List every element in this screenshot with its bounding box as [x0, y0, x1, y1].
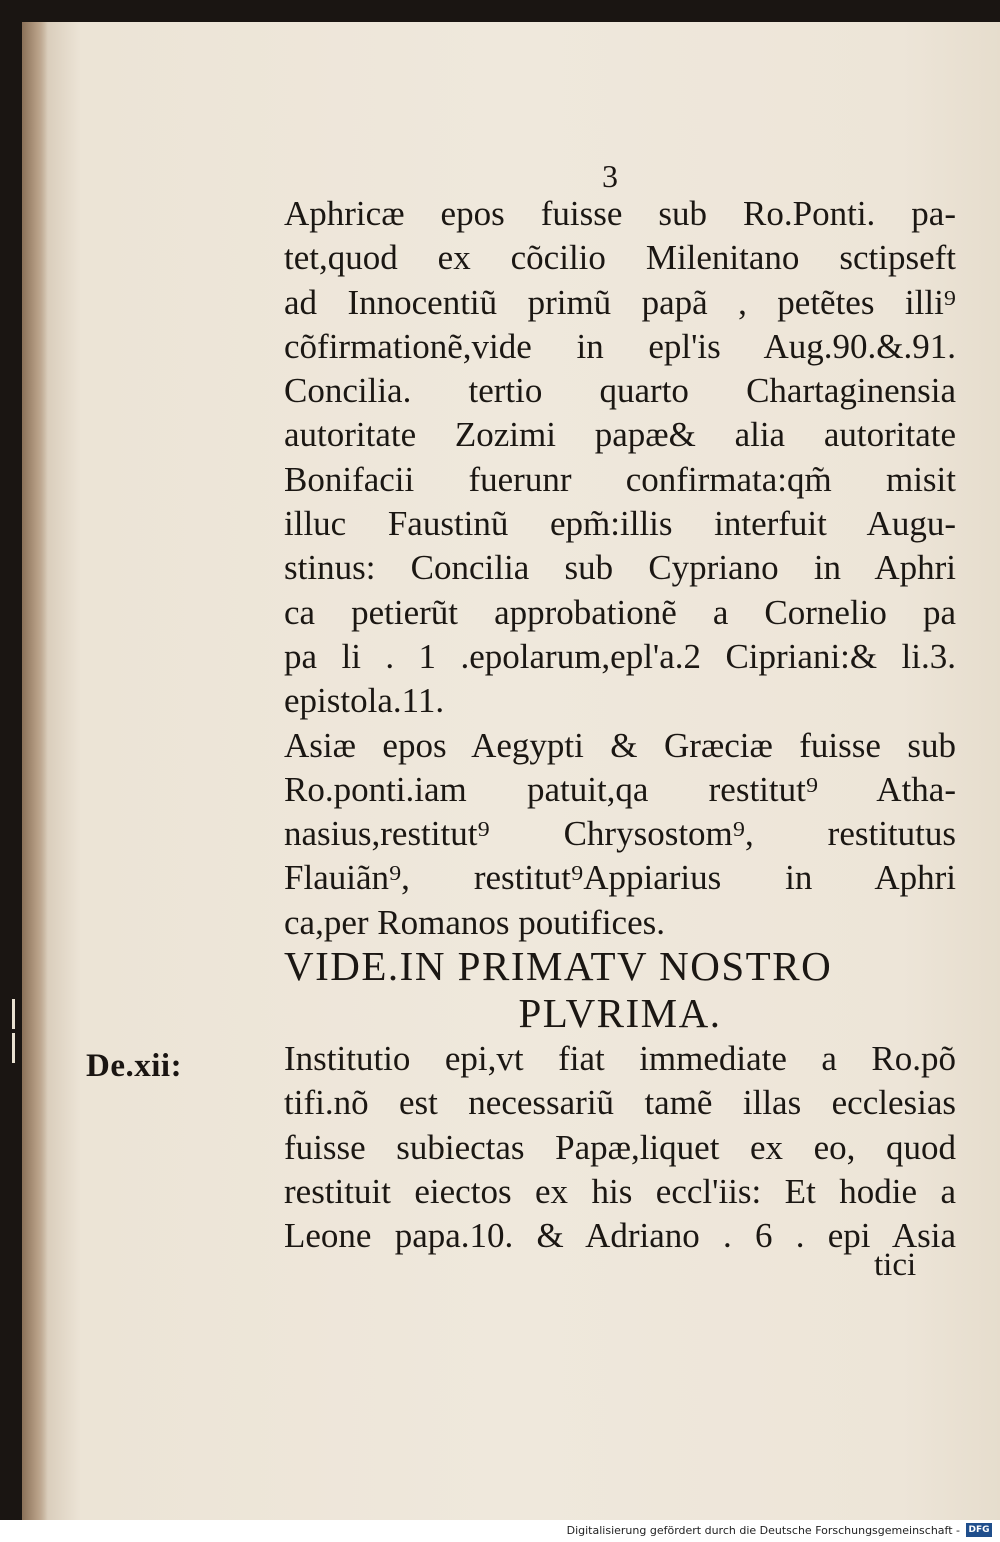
text-line: Leone papa.10. & Adriano . 6 . epi Asia: [284, 1216, 956, 1256]
text-line: ca,per Romanos poutifices.: [284, 902, 666, 942]
text-line: nasius,restitut⁹ Chrysostom⁹, restitutus: [284, 814, 956, 854]
text-line: Aphricæ epos fuisse sub Ro.Ponti. pa-: [284, 194, 956, 233]
section-heading: [284, 942, 956, 1036]
text-line: autoritate Zozimi papæ& alia autoritate: [284, 415, 956, 455]
edge-mark: [12, 999, 15, 1029]
text-line: Bonifacii fuerunr confirmata:qm̃ misit: [284, 459, 956, 499]
text-line: Asiæ epos Aegypti & Græciæ fuisse sub: [284, 725, 956, 765]
text-block-main: [284, 192, 956, 945]
text-line: ca petierũt approbationẽ a Cornelio pa: [284, 592, 956, 632]
folio-number: 3: [602, 158, 618, 194]
text-line: epistola.11.: [284, 681, 445, 721]
text-line: fuisse subiectas Papæ,liquet ex eo, quod: [284, 1127, 956, 1167]
catchword: tici: [874, 1247, 917, 1283]
text-line: ad Innocentiũ primũ papã , petẽtes illi⁹: [284, 282, 956, 322]
heading-line: PLVRIMA.: [518, 990, 722, 1036]
text-line: Ro.ponti.iam patuit,qa restitut⁹ Atha-: [284, 769, 956, 809]
text-line: cõfirmationẽ,vide in epl'is Aug.90.&.91.: [284, 326, 956, 366]
text-line: Flauiãn⁹, restitut⁹Appiarius in Aphri: [284, 858, 956, 898]
marginal-note: De.xii:: [86, 1048, 183, 1084]
text-line: Institutio epi,vt fiat immediate a Ro.põ: [284, 1039, 956, 1078]
text-line: restituit eiectos ex his eccl'iis: Et hodie a: [284, 1171, 956, 1211]
left-edge-marks: [4, 995, 24, 1085]
text-block-secondary: [284, 1037, 956, 1258]
text-line: illuc Faustinũ epm̃:illis interfuit Augu-: [284, 504, 956, 544]
dfg-logo: DFG: [966, 1523, 992, 1537]
text-line: tet,quod ex cõcilio Milenitano sctipseft: [284, 238, 956, 278]
text-line: stinus: Concilia sub Cypriano in Aphri: [284, 548, 956, 588]
text-line: pa li . 1 .epolarum,epl'a.2 Cipriani:& li.3.: [284, 636, 956, 676]
text-line: Concilia. tertio quarto Chartaginensia: [284, 371, 956, 411]
funding-credit: Digitalisierung gefördert durch die Deutsche Forschungsgemeinschaft -: [566, 1524, 960, 1537]
edge-mark: [12, 1033, 15, 1063]
heading-line: VIDE.IN PRIMATV NOSTRO: [284, 943, 833, 989]
text-line: tifi.nõ est necessariũ tamẽ illas ecclesias: [284, 1083, 956, 1123]
page-gutter-shadow: [22, 22, 48, 1520]
